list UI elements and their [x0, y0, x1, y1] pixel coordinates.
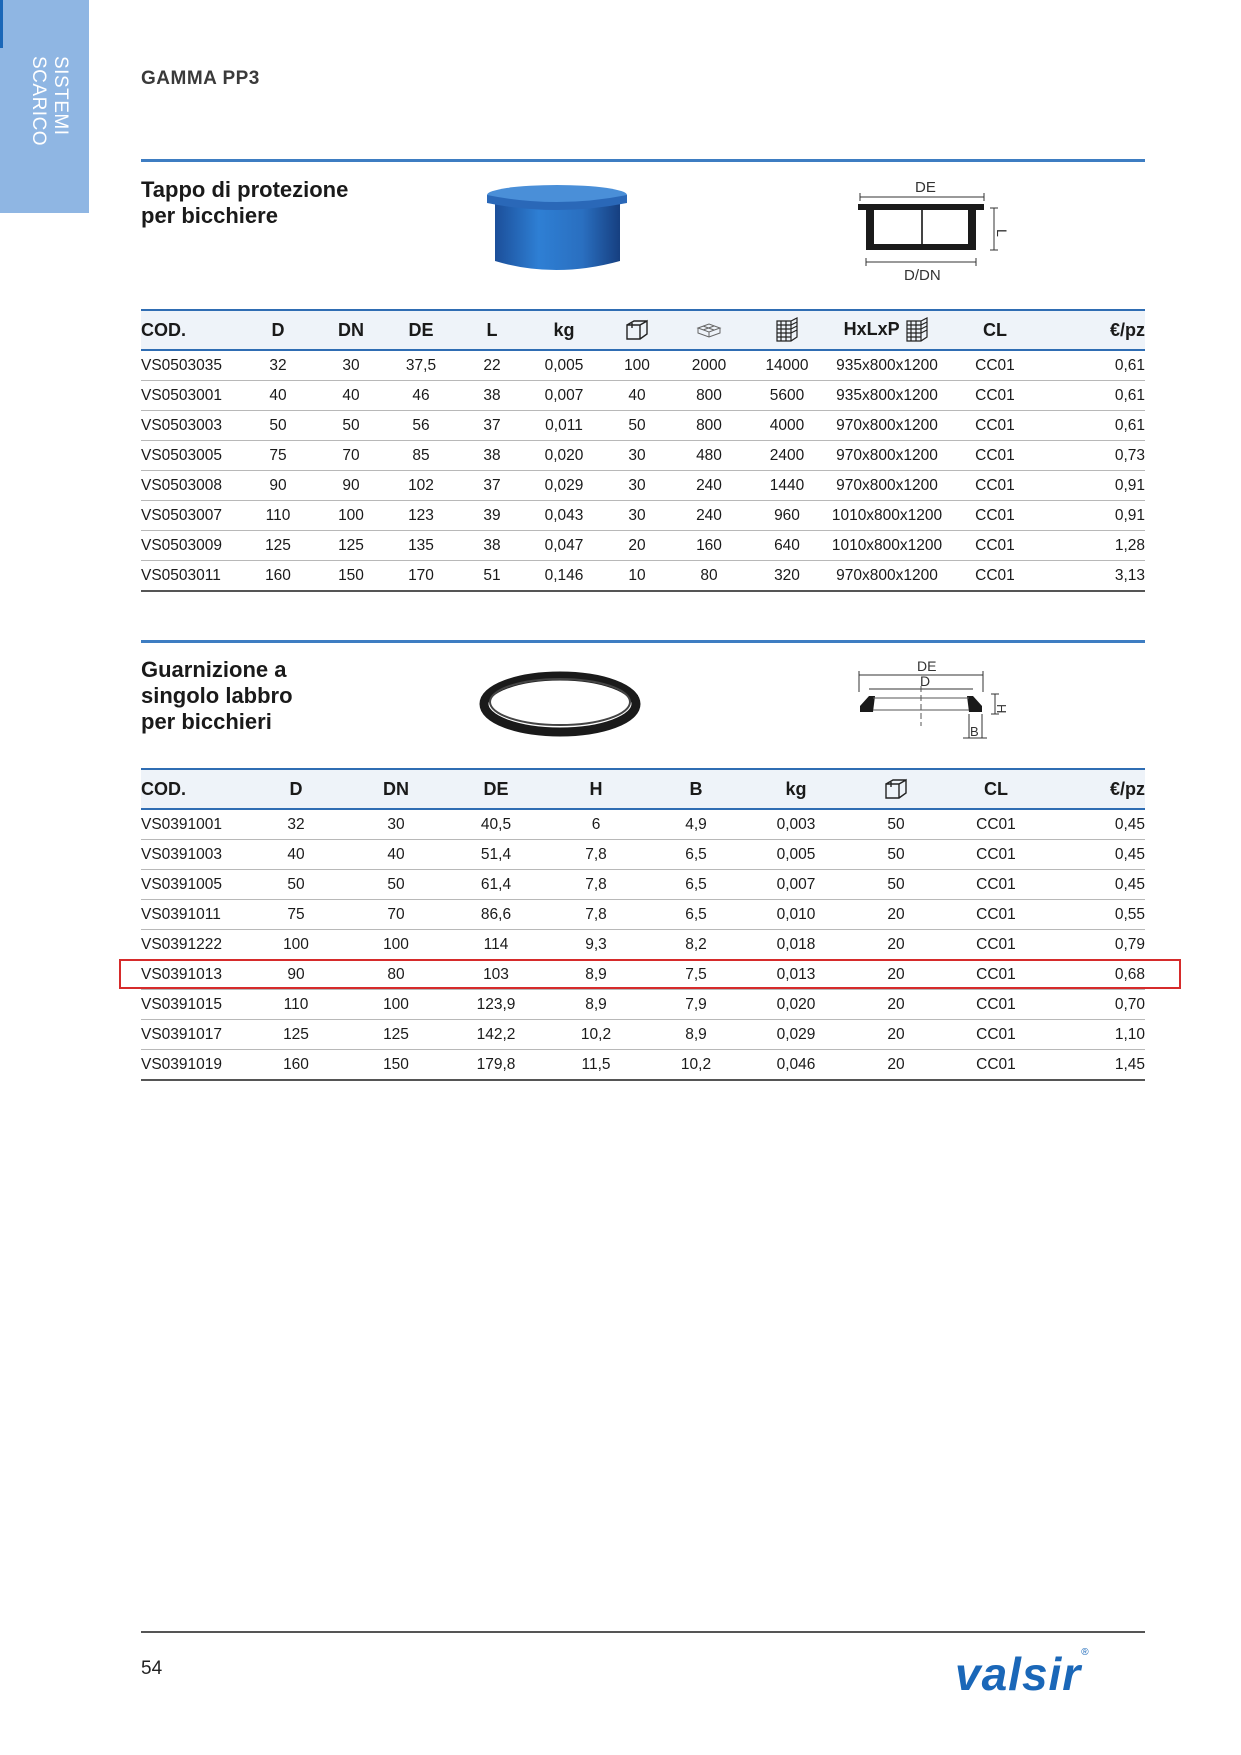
cell-kg: 0,005: [525, 350, 603, 381]
pallet-icon: [904, 317, 930, 343]
cell-de: 170: [383, 561, 459, 592]
cell-cl: CC01: [955, 1050, 1037, 1081]
cell-b: 8,9: [637, 1020, 755, 1050]
cell-d: 160: [237, 1050, 355, 1081]
cell-dn: 100: [319, 501, 383, 531]
cell-dn: 125: [355, 1020, 437, 1050]
col-hxlxp: [827, 310, 947, 350]
table-row: [141, 501, 1145, 531]
logo-registered-mark: ®: [1081, 1647, 1089, 1658]
cell-box: 50: [837, 840, 955, 870]
cell-d: 32: [237, 350, 319, 381]
col-cl: CL: [955, 769, 1037, 809]
cell-de: 61,4: [437, 870, 555, 900]
cell-dn: 70: [319, 441, 383, 471]
gasket-product-image: [478, 668, 643, 740]
cell-cl: CC01: [947, 350, 1043, 381]
diagram-label-de: DE: [915, 179, 936, 196]
cell-layer: 80: [671, 561, 747, 592]
cell-dn: 90: [319, 471, 383, 501]
section2-title-line3: per bicchieri: [141, 709, 272, 734]
cell-b: 8,2: [637, 930, 755, 960]
table-row: [141, 809, 1145, 840]
cell-hxlxp: 935x800x1200: [827, 350, 947, 381]
cell-price: 0,45: [1037, 809, 1145, 840]
cell-b: 10,2: [637, 1050, 755, 1081]
cell-layer: 2000: [671, 350, 747, 381]
col-price: €/pz: [1037, 769, 1145, 809]
cell-h: 7,8: [555, 840, 637, 870]
cell-cod: VS0391001: [141, 809, 237, 840]
cell-d: 40: [237, 840, 355, 870]
cell-de: 102: [383, 471, 459, 501]
table-row: [141, 870, 1145, 900]
col-dn: DN: [355, 769, 437, 809]
diagram-label-h: H: [994, 704, 1009, 714]
cell-hxlxp: 970x800x1200: [827, 411, 947, 441]
cell-cod: VS0503003: [141, 411, 237, 441]
table-row: [141, 1050, 1145, 1081]
cell-de: 123: [383, 501, 459, 531]
cell-b: 6,5: [637, 900, 755, 930]
cell-kg: 0,018: [755, 930, 837, 960]
cell-de: 56: [383, 411, 459, 441]
cell-box: 50: [837, 809, 955, 840]
cell-pallet: 4000: [747, 411, 827, 441]
cell-kg: 0,047: [525, 531, 603, 561]
section1-title-line1: Tappo di protezione: [141, 177, 349, 202]
cell-d: 90: [237, 471, 319, 501]
cell-de: 135: [383, 531, 459, 561]
cell-d: 110: [237, 990, 355, 1020]
section2-divider: [141, 640, 1145, 643]
cell-d: 125: [237, 1020, 355, 1050]
cell-de: 86,6: [437, 900, 555, 930]
section1-title: [141, 177, 348, 229]
col-d: D: [237, 310, 319, 350]
section2-table: [141, 768, 1145, 1081]
col-l: L: [459, 310, 525, 350]
cell-cl: CC01: [955, 1020, 1037, 1050]
section1-divider: [141, 159, 1145, 162]
col-kg: kg: [525, 310, 603, 350]
cell-b: 6,5: [637, 870, 755, 900]
cell-box: 20: [837, 930, 955, 960]
table-header-row: [141, 769, 1145, 809]
page-number: 54: [141, 1658, 163, 1679]
cell-cod: VS0391011: [141, 900, 237, 930]
box-icon: [883, 778, 909, 800]
cell-price: 0,68: [1037, 960, 1145, 990]
cell-kg: 0,146: [525, 561, 603, 592]
col-box: [603, 310, 671, 350]
cell-price: 0,45: [1037, 870, 1145, 900]
cell-kg: 0,046: [755, 1050, 837, 1081]
table-row: [141, 561, 1145, 592]
cell-cl: CC01: [947, 471, 1043, 501]
cell-h: 6: [555, 809, 637, 840]
logo-text: valsir: [955, 1648, 1082, 1700]
section1-title-line2: per bicchiere: [141, 203, 278, 228]
cell-d: 110: [237, 501, 319, 531]
col-dn: DN: [319, 310, 383, 350]
cell-l: 39: [459, 501, 525, 531]
side-tab-line1: SISTEMI: [50, 56, 71, 136]
cell-pallet: 640: [747, 531, 827, 561]
cell-de: 114: [437, 930, 555, 960]
cell-cod: VS0503008: [141, 471, 237, 501]
cell-layer: 480: [671, 441, 747, 471]
cell-kg: 0,003: [755, 809, 837, 840]
cell-cl: CC01: [955, 900, 1037, 930]
col-cl: CL: [947, 310, 1043, 350]
cell-cod: VS0503007: [141, 501, 237, 531]
cell-cl: CC01: [955, 870, 1037, 900]
col-price: €/pz: [1043, 310, 1145, 350]
cell-dn: 50: [319, 411, 383, 441]
cell-box: 100: [603, 350, 671, 381]
cell-cl: CC01: [947, 531, 1043, 561]
pallet-icon: [774, 317, 800, 343]
cell-dn: 40: [355, 840, 437, 870]
page-title: GAMMA PP3: [141, 68, 260, 89]
cell-cl: CC01: [955, 809, 1037, 840]
cell-dn: 40: [319, 381, 383, 411]
cell-cod: VS0391003: [141, 840, 237, 870]
col-b: B: [637, 769, 755, 809]
section2-title-line1: Guarnizione a: [141, 657, 287, 682]
cell-dn: 150: [319, 561, 383, 592]
cell-cl: CC01: [955, 990, 1037, 1020]
cell-cod: VS0391015: [141, 990, 237, 1020]
cell-box: 10: [603, 561, 671, 592]
cell-cod: VS0391013: [141, 960, 237, 990]
pallet-layer-icon: [695, 319, 723, 341]
cell-dn: 80: [355, 960, 437, 990]
table-row: [141, 1020, 1145, 1050]
cell-hxlxp: 935x800x1200: [827, 381, 947, 411]
cell-d: 75: [237, 441, 319, 471]
cell-cod: VS0391005: [141, 870, 237, 900]
cell-price: 0,70: [1037, 990, 1145, 1020]
cell-box: 50: [837, 870, 955, 900]
cell-cl: CC01: [947, 561, 1043, 592]
footer-divider: [141, 1631, 1145, 1633]
diagram-label-d2: D: [920, 673, 931, 689]
cell-h: 9,3: [555, 930, 637, 960]
cell-pallet: 5600: [747, 381, 827, 411]
table-row: [141, 531, 1145, 561]
cell-layer: 800: [671, 381, 747, 411]
cell-cl: CC01: [955, 960, 1037, 990]
diagram-label-ddn: D/DN: [904, 267, 941, 284]
cell-price: 0,55: [1037, 900, 1145, 930]
cell-price: 0,79: [1037, 930, 1145, 960]
table-row: [141, 900, 1145, 930]
table-row: [141, 840, 1145, 870]
cell-d: 160: [237, 561, 319, 592]
col-h: H: [555, 769, 637, 809]
cell-box: 20: [837, 960, 955, 990]
cell-kg: 0,029: [755, 1020, 837, 1050]
cell-box: 30: [603, 471, 671, 501]
cell-kg: 0,005: [755, 840, 837, 870]
cell-kg: 0,010: [755, 900, 837, 930]
cell-cod: VS0503035: [141, 350, 237, 381]
side-tab-line2: SCARICO: [28, 56, 49, 147]
cell-de: 179,8: [437, 1050, 555, 1081]
cell-cl: CC01: [955, 840, 1037, 870]
section1-table: [141, 309, 1145, 592]
cell-l: 38: [459, 441, 525, 471]
cell-dn: 30: [319, 350, 383, 381]
cell-kg: 0,011: [525, 411, 603, 441]
cell-cod: VS0391222: [141, 930, 237, 960]
cell-layer: 240: [671, 501, 747, 531]
cell-price: 3,13: [1043, 561, 1145, 592]
cell-de: 51,4: [437, 840, 555, 870]
col-pallet: [747, 310, 827, 350]
cell-de: 40,5: [437, 809, 555, 840]
table-row: [141, 411, 1145, 441]
diagram-label-l: L: [994, 229, 1010, 237]
cell-dn: 100: [355, 930, 437, 960]
table-row: [141, 990, 1145, 1020]
cell-d: 32: [237, 809, 355, 840]
cell-box: 50: [603, 411, 671, 441]
cell-h: 7,8: [555, 900, 637, 930]
cell-box: 20: [837, 900, 955, 930]
cell-box: 20: [837, 990, 955, 1020]
valsir-logo: [955, 1647, 1089, 1701]
cell-l: 38: [459, 381, 525, 411]
cell-cod: VS0503009: [141, 531, 237, 561]
col-kg: kg: [755, 769, 837, 809]
table-header-row: [141, 310, 1145, 350]
col-de: DE: [437, 769, 555, 809]
cell-box: 30: [603, 501, 671, 531]
cell-hxlxp: 970x800x1200: [827, 471, 947, 501]
cap-diagram: [852, 176, 1022, 284]
cell-l: 22: [459, 350, 525, 381]
cell-h: 7,8: [555, 870, 637, 900]
cell-layer: 800: [671, 411, 747, 441]
cell-layer: 160: [671, 531, 747, 561]
cell-h: 8,9: [555, 990, 637, 1020]
cell-l: 51: [459, 561, 525, 592]
cell-kg: 0,007: [755, 870, 837, 900]
cell-de: 85: [383, 441, 459, 471]
cell-box: 30: [603, 441, 671, 471]
cell-d: 75: [237, 900, 355, 930]
cell-price: 0,45: [1037, 840, 1145, 870]
cell-box: 20: [837, 1020, 955, 1050]
cell-h: 8,9: [555, 960, 637, 990]
cell-kg: 0,020: [525, 441, 603, 471]
cell-dn: 70: [355, 900, 437, 930]
cell-cl: CC01: [947, 411, 1043, 441]
col-layer: [671, 310, 747, 350]
diagram-label-b: B: [970, 724, 979, 739]
cell-de: 142,2: [437, 1020, 555, 1050]
col-cod: COD.: [141, 769, 237, 809]
cell-cod: VS0391017: [141, 1020, 237, 1050]
cell-de: 37,5: [383, 350, 459, 381]
cell-box: 40: [603, 381, 671, 411]
cell-hxlxp: 1010x800x1200: [827, 501, 947, 531]
section2-title: [141, 657, 293, 735]
cell-b: 6,5: [637, 840, 755, 870]
cell-cod: VS0503001: [141, 381, 237, 411]
cell-price: 0,91: [1043, 501, 1145, 531]
cell-d: 125: [237, 531, 319, 561]
cell-price: 0,61: [1043, 381, 1145, 411]
cell-price: 0,91: [1043, 471, 1145, 501]
box-icon: [624, 319, 650, 341]
cell-dn: 125: [319, 531, 383, 561]
cell-d: 50: [237, 870, 355, 900]
cell-kg: 0,043: [525, 501, 603, 531]
table-row: [141, 930, 1145, 960]
cell-l: 38: [459, 531, 525, 561]
cell-d: 50: [237, 411, 319, 441]
cell-h: 10,2: [555, 1020, 637, 1050]
side-tab-label: [25, 56, 71, 206]
col-box: [837, 769, 955, 809]
table-row: [141, 471, 1145, 501]
cell-pallet: 960: [747, 501, 827, 531]
cell-cl: CC01: [947, 501, 1043, 531]
cell-dn: 100: [355, 990, 437, 1020]
cell-d: 40: [237, 381, 319, 411]
table-row: [141, 381, 1145, 411]
cap-product-image: [485, 183, 630, 275]
cell-d: 90: [237, 960, 355, 990]
side-tab: [0, 0, 89, 213]
col-d: D: [237, 769, 355, 809]
cell-de: 123,9: [437, 990, 555, 1020]
cell-cl: CC01: [947, 441, 1043, 471]
cell-box: 20: [837, 1050, 955, 1081]
cell-de: 103: [437, 960, 555, 990]
cell-price: 1,10: [1037, 1020, 1145, 1050]
cell-cod: VS0503005: [141, 441, 237, 471]
cell-price: 1,28: [1043, 531, 1145, 561]
cell-price: 0,73: [1043, 441, 1145, 471]
cell-l: 37: [459, 471, 525, 501]
cell-h: 11,5: [555, 1050, 637, 1081]
cell-layer: 240: [671, 471, 747, 501]
cell-dn: 150: [355, 1050, 437, 1081]
diagram-label-de2: DE: [917, 658, 937, 674]
cell-hxlxp: 970x800x1200: [827, 441, 947, 471]
cell-cl: CC01: [955, 930, 1037, 960]
col-de: DE: [383, 310, 459, 350]
cell-l: 37: [459, 411, 525, 441]
col-hxlxp-label: HxLxP: [843, 318, 900, 339]
cell-kg: 0,007: [525, 381, 603, 411]
cell-b: 7,5: [637, 960, 755, 990]
cell-cl: CC01: [947, 381, 1043, 411]
cell-price: 1,45: [1037, 1050, 1145, 1081]
cell-hxlxp: 1010x800x1200: [827, 531, 947, 561]
cell-price: 0,61: [1043, 350, 1145, 381]
section2-title-line2: singolo labbro: [141, 683, 293, 708]
cell-dn: 50: [355, 870, 437, 900]
cell-b: 4,9: [637, 809, 755, 840]
cell-pallet: 2400: [747, 441, 827, 471]
highlight-box: [119, 959, 1181, 989]
cell-kg: 0,020: [755, 990, 837, 1020]
table-row: [141, 441, 1145, 471]
col-cod: COD.: [141, 310, 237, 350]
cell-price: 0,61: [1043, 411, 1145, 441]
cell-box: 20: [603, 531, 671, 561]
cell-kg: 0,029: [525, 471, 603, 501]
cell-kg: 0,013: [755, 960, 837, 990]
cell-dn: 30: [355, 809, 437, 840]
cell-pallet: 14000: [747, 350, 827, 381]
gasket-diagram: [855, 656, 1015, 746]
table-row: [141, 350, 1145, 381]
cell-hxlxp: 970x800x1200: [827, 561, 947, 592]
cell-pallet: 320: [747, 561, 827, 592]
side-tab-accent: [0, 0, 3, 48]
cell-d: 100: [237, 930, 355, 960]
cell-de: 46: [383, 381, 459, 411]
cell-b: 7,9: [637, 990, 755, 1020]
cell-cod: VS0503011: [141, 561, 237, 592]
cell-cod: VS0391019: [141, 1050, 237, 1081]
cell-pallet: 1440: [747, 471, 827, 501]
